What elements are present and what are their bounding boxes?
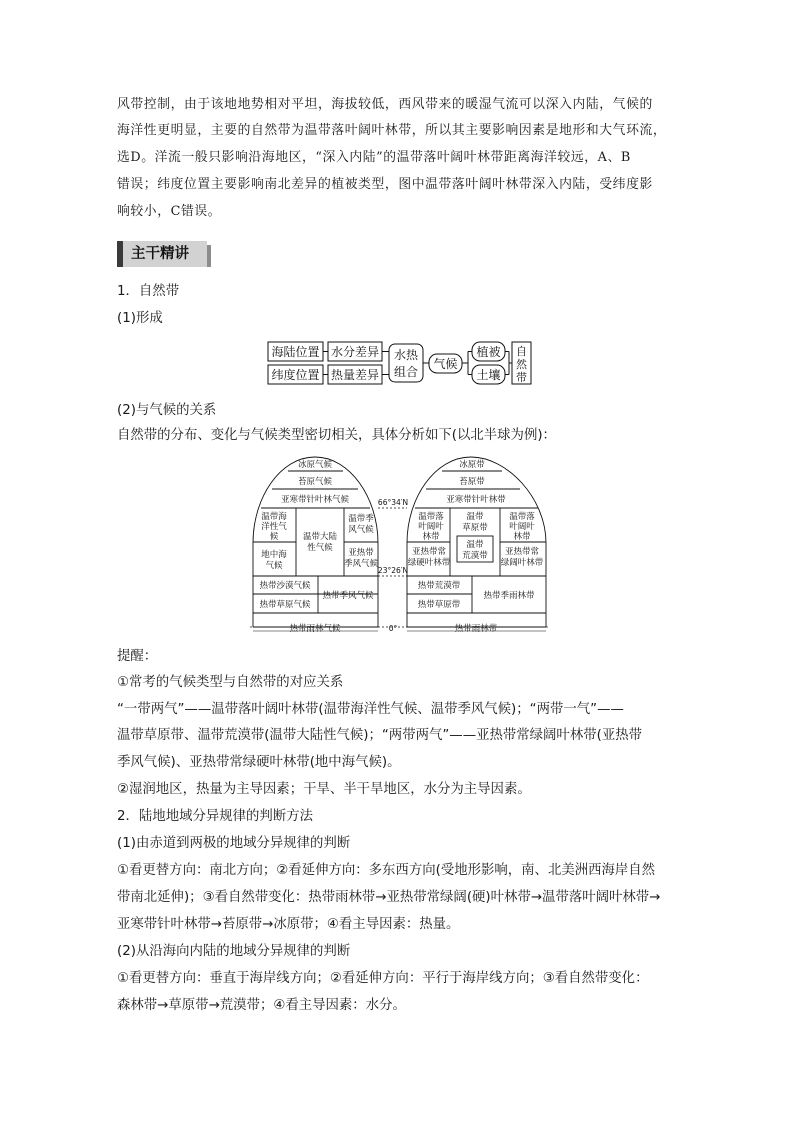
label-tropical-savanna-climate: 热带草原气候 — [259, 600, 311, 610]
label-temp-deciduous-e-3: 林带 — [513, 532, 531, 542]
label-tropical-monsoon-climate: 热带季风气候 — [322, 591, 374, 601]
formation-flowchart — [265, 339, 535, 389]
label-subtropical-monsoon-2: 季风气候 — [343, 559, 379, 569]
intro-line-4: 错误；纬度位置主要影响南北差异的植被类型，图中温带落叶阔叶林带深入内陆，受纬度影 — [117, 177, 653, 192]
label-tropical-rainforest-climate: 热带雨林气候 — [289, 624, 341, 634]
label-taiga-zone: 亚寒带针叶林带 — [446, 495, 506, 505]
label-subtrop-evergreen-1: 亚热带常 — [504, 547, 540, 557]
climate-relation-label: (2)与气候的关系 — [117, 403, 217, 418]
label-subtrop-evergreen-2: 绿阔叶林带 — [500, 558, 544, 568]
tips-item-1: ①常考的气候类型与自然带的对应关系 — [117, 675, 344, 690]
label-lat-equator: 0° — [388, 624, 398, 633]
intro-line-1: 风带控制，由于该地地势相对平坦，海拔较低，西风带来的暖湿气流可以深入内陆，气候的 — [117, 97, 653, 112]
label-subtrop-sclerophyll-1: 亚热带常 — [411, 547, 447, 557]
section-title: 主干精讲 — [123, 241, 207, 267]
label-lat-tropic: 23°26′N — [377, 566, 409, 575]
section-header-shadow — [207, 245, 211, 267]
text-zone-1: 自 — [516, 345, 527, 358]
coast-inland-line-2: 森林带→草原带→荒漠带；④看主导因素：水分。 — [117, 998, 406, 1013]
label-temp-continental-1: 温带大陆 — [302, 532, 338, 542]
label-temp-desert-2: 荒漠带 — [462, 551, 488, 561]
label-temp-monsoon-2: 风气候 — [348, 525, 374, 535]
label-temp-deciduous-w-2: 叶阔叶 — [418, 522, 444, 532]
text-combo-line2: 组合 — [393, 365, 419, 379]
label-tundra-zone: 苔原带 — [459, 477, 485, 487]
tips-item-1-line-2: 温带草原带、温带荒漠带(温带大陆性气候)；“两带两气”——亚热带常绿阔叶林带(亚热带 — [117, 728, 642, 743]
intro-line-5: 响较小，C错误。 — [117, 204, 222, 219]
formation-label: (1)形成 — [117, 311, 163, 326]
intro-line-2: 海洋性更明显，主要的自然带为温带落叶阔叶林带，所以其主要影响因素是地形和大气环流， — [117, 123, 667, 138]
label-ice-zone: 冰原带 — [459, 460, 485, 470]
label-mediterranean-2: 气候 — [265, 561, 283, 571]
label-temp-monsoon-1: 温带季 — [348, 514, 374, 524]
heading-natural-zones: 1．自然带 — [117, 284, 180, 299]
coast-inland-line-1: ①看更替方向：垂直于海岸线方向；②看延伸方向：平行于海岸线方向；③看自然带变化： — [117, 971, 649, 986]
text-combo-line1: 水热 — [393, 348, 419, 362]
equator-poles-line-3: 亚寒带针叶林带→苔原带→冰原带；④看主导因素：热量。 — [117, 917, 460, 932]
tips-item-1-line-1: “一带两气”——温带落叶阔叶林带(温带海洋性气候、温带季风气候)；“两带一气”—— — [117, 702, 624, 717]
heading-land-differentiation: 2．陆地地域分异规律的判断方法 — [117, 809, 313, 824]
label-tropical-savanna-zone: 热带草原带 — [417, 600, 461, 610]
intro-line-3: 选D。洋流一般只影响沿海地区，“深入内陆”的温带落叶阔叶林带距离海洋较远，A、B — [117, 150, 631, 165]
label-temp-deciduous-e-1: 温带落 — [509, 512, 535, 522]
text-sea-land-position: 海陆位置 — [271, 345, 320, 359]
text-climate: 气候 — [433, 357, 458, 371]
label-temp-deciduous-w-3: 林带 — [422, 532, 440, 542]
label-temp-desert-1: 温带 — [466, 540, 484, 550]
equator-poles-line-2: 带南北延伸)；③看自然带变化：热带雨林带→亚热带常绿阔(硬)叶林带→温带落叶阔叶林带→ — [117, 890, 661, 905]
text-vegetation: 植被 — [476, 345, 501, 359]
sub-heading-coast-inland: (2)从沿海向内陆的地域分异规律的判断 — [117, 944, 351, 959]
label-subarctic-climate: 亚寒带针叶林气候 — [280, 495, 350, 505]
label-subtrop-sclerophyll-2: 绿硬叶林带 — [407, 558, 451, 568]
label-temp-maritime-3: 候 — [269, 532, 279, 542]
text-zone-3: 带 — [516, 371, 527, 384]
climate-relation-text: 自然带的分布、变化与气候类型密切相关，具体分析如下(以北半球为例)： — [117, 428, 556, 443]
label-tropical-monsoon-forest-zone: 热带季雨林带 — [483, 591, 535, 601]
equator-poles-line-1: ①看更替方向：南北方向；②看延伸方向：多东西方向(受地形影响，南、北美洲西海岸自然 — [117, 863, 656, 878]
label-temp-maritime-2: 洋性气 — [261, 522, 287, 532]
text-zone-2: 然 — [516, 358, 527, 371]
text-water-difference: 水分差异 — [330, 345, 380, 359]
label-subtropical-monsoon-1: 亚热带 — [348, 548, 374, 558]
label-tropical-desert-climate: 热带沙漠气候 — [259, 581, 311, 591]
climate-zone-diagram — [250, 453, 550, 638]
text-soil: 土壤 — [476, 368, 501, 382]
label-tropical-desert-zone: 热带荒漠带 — [417, 581, 461, 591]
label-temp-grassland-2: 草原带 — [462, 523, 488, 533]
label-lat-arctic: 66°34′N — [377, 498, 409, 507]
label-ice-climate: 冰原气候 — [297, 460, 333, 470]
tips-item-2: ②湿润地区，热量为主导因素；干旱、半干旱地区，水分为主导因素。 — [117, 782, 531, 797]
text-latitude-position: 纬度位置 — [271, 368, 320, 382]
text-heat-difference: 热量差异 — [330, 368, 380, 382]
label-mediterranean-1: 地中海 — [261, 550, 287, 560]
label-temp-continental-2: 性气候 — [307, 543, 333, 553]
label-temp-deciduous-e-2: 叶阔叶 — [509, 522, 535, 532]
label-temp-maritime-1: 温带海 — [261, 512, 287, 522]
label-tropical-rainforest-zone: 热带雨林带 — [454, 624, 498, 634]
label-temp-grassland-1: 温带 — [466, 512, 484, 522]
label-tundra-climate: 苔原气候 — [297, 477, 333, 487]
tips-title: 提醒： — [117, 649, 158, 664]
tips-item-1-line-3: 季风气候)、亚热带常绿硬叶林带(地中海气候)。 — [117, 755, 401, 770]
label-temp-deciduous-w-1: 温带落 — [418, 512, 444, 522]
sub-heading-equator-poles: (1)由赤道到两极的地域分异规律的判断 — [117, 836, 351, 851]
